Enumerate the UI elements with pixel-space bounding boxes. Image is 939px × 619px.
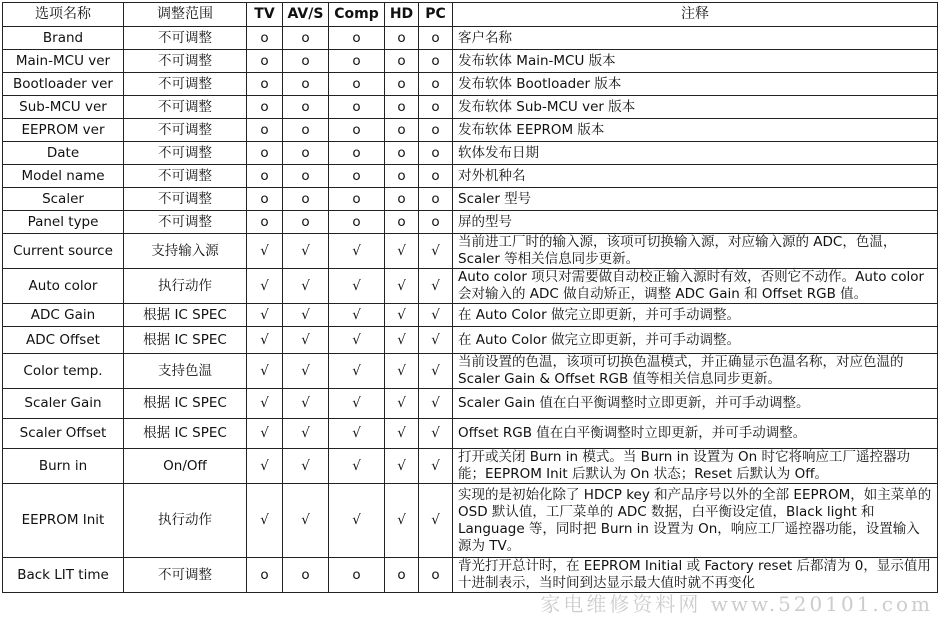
cell-comp: o <box>329 96 385 119</box>
cell-avs: √ <box>283 419 329 449</box>
cell-comp: √ <box>329 269 385 304</box>
cell-pc: o <box>419 73 453 96</box>
cell-pc: √ <box>419 354 453 389</box>
table-row <box>3 419 938 449</box>
cell-name: Panel type <box>3 211 124 234</box>
cell-name: Model name <box>3 165 124 188</box>
cell-note: 发布软体 Main-MCU 版本 <box>453 50 938 73</box>
header-avs: AV/S <box>283 3 329 27</box>
cell-hd: o <box>385 27 419 50</box>
cell-comp: o <box>329 119 385 142</box>
cell-range: 不可调整 <box>124 558 247 593</box>
cell-avs: o <box>283 142 329 165</box>
cell-note: 软体发布日期 <box>453 142 938 165</box>
cell-comp: o <box>329 73 385 96</box>
cell-comp: √ <box>329 304 385 327</box>
cell-hd: o <box>385 165 419 188</box>
cell-name: EEPROM Init <box>3 484 124 558</box>
header-note: 注释 <box>453 3 938 27</box>
cell-comp: √ <box>329 327 385 354</box>
cell-pc: √ <box>419 389 453 419</box>
table-row <box>3 165 938 188</box>
cell-hd: o <box>385 50 419 73</box>
cell-avs: √ <box>283 484 329 558</box>
cell-pc: o <box>419 50 453 73</box>
watermark: 家电维修资料网 www.520101.com <box>540 592 933 616</box>
cell-range: 根据 IC SPEC <box>124 304 247 327</box>
cell-range: 不可调整 <box>124 50 247 73</box>
cell-tv: √ <box>247 304 283 327</box>
cell-name: Back LIT time <box>3 558 124 593</box>
cell-pc: o <box>419 211 453 234</box>
table-row <box>3 73 938 96</box>
cell-tv: √ <box>247 419 283 449</box>
table-row <box>3 27 938 50</box>
cell-pc: o <box>419 119 453 142</box>
cell-hd: √ <box>385 419 419 449</box>
header-tv: TV <box>247 3 283 27</box>
cell-hd: √ <box>385 304 419 327</box>
cell-range: 支持输入源 <box>124 234 247 269</box>
cell-avs: o <box>283 119 329 142</box>
cell-pc: o <box>419 142 453 165</box>
cell-comp: √ <box>329 389 385 419</box>
cell-pc: o <box>419 27 453 50</box>
cell-hd: o <box>385 73 419 96</box>
cell-tv: o <box>247 73 283 96</box>
cell-note: 打开或关闭 Burn in 模式。当 Burn in 设置为 On 时它将响应工厂遥控器功能；EEPROM Init 后默认为 On 状态；Reset 后默认为 Off。 <box>453 449 938 484</box>
header-comp: Comp <box>329 3 385 27</box>
cell-range: 不可调整 <box>124 73 247 96</box>
cell-pc: o <box>419 188 453 211</box>
cell-hd: o <box>385 211 419 234</box>
cell-note: Scaler 型号 <box>453 188 938 211</box>
cell-note: Scaler Gain 值在白平衡调整时立即更新，并可手动调整。 <box>453 389 938 419</box>
factory-menu-table <box>2 2 938 593</box>
cell-name: ADC Offset <box>3 327 124 354</box>
cell-name: Main-MCU ver <box>3 50 124 73</box>
cell-tv: √ <box>247 449 283 484</box>
cell-pc: o <box>419 165 453 188</box>
cell-range: 不可调整 <box>124 96 247 119</box>
cell-tv: o <box>247 142 283 165</box>
cell-pc: √ <box>419 449 453 484</box>
cell-comp: √ <box>329 484 385 558</box>
cell-note: 当前进工厂时的输入源，该项可切换输入源，对应输入源的 ADC，色温，Scaler 等相关信息同步更新。 <box>453 234 938 269</box>
cell-comp: √ <box>329 354 385 389</box>
cell-hd: √ <box>385 449 419 484</box>
cell-pc: √ <box>419 419 453 449</box>
cell-avs: √ <box>283 234 329 269</box>
cell-tv: √ <box>247 354 283 389</box>
cell-range: 不可调整 <box>124 27 247 50</box>
cell-avs: o <box>283 27 329 50</box>
cell-name: Color temp. <box>3 354 124 389</box>
cell-hd: √ <box>385 484 419 558</box>
cell-note: 在 Auto Color 做完立即更新，并可手动调整。 <box>453 304 938 327</box>
cell-hd: o <box>385 119 419 142</box>
cell-tv: √ <box>247 234 283 269</box>
header-range: 调整范围 <box>124 3 247 27</box>
cell-comp: √ <box>329 419 385 449</box>
cell-avs: √ <box>283 449 329 484</box>
cell-range: 不可调整 <box>124 211 247 234</box>
cell-name: EEPROM ver <box>3 119 124 142</box>
cell-note: 客户名称 <box>453 27 938 50</box>
cell-pc: √ <box>419 484 453 558</box>
cell-tv: o <box>247 211 283 234</box>
cell-hd: o <box>385 142 419 165</box>
cell-hd: √ <box>385 234 419 269</box>
table-row <box>3 389 938 419</box>
cell-comp: o <box>329 50 385 73</box>
cell-pc: o <box>419 96 453 119</box>
header-hd: HD <box>385 3 419 27</box>
cell-avs: o <box>283 188 329 211</box>
cell-note: 发布软体 Bootloader 版本 <box>453 73 938 96</box>
table-row <box>3 327 938 354</box>
table-row <box>3 484 938 558</box>
cell-avs: √ <box>283 327 329 354</box>
table-row <box>3 304 938 327</box>
table-row <box>3 96 938 119</box>
cell-note: 屏的型号 <box>453 211 938 234</box>
header-name: 选项名称 <box>3 3 124 27</box>
table-row <box>3 119 938 142</box>
cell-name: Bootloader ver <box>3 73 124 96</box>
cell-tv: √ <box>247 389 283 419</box>
cell-range: 不可调整 <box>124 119 247 142</box>
table-row <box>3 354 938 389</box>
cell-comp: o <box>329 188 385 211</box>
cell-note: 实现的是初始化除了 HDCP key 和产品序号以外的全部 EEPROM，如主菜单的 OSD 默认值，工厂菜单的 ADC 数据，白平衡设定值，Black light 和 Language 等，同时把 Burn in 设置为 On，响应工厂遥控器功能，设置输入源为 TV。 <box>453 484 938 558</box>
table-row <box>3 449 938 484</box>
cell-tv: o <box>247 119 283 142</box>
cell-range: 执行动作 <box>124 484 247 558</box>
cell-comp: o <box>329 27 385 50</box>
cell-name: Scaler <box>3 188 124 211</box>
cell-hd: √ <box>385 354 419 389</box>
cell-range: 执行动作 <box>124 269 247 304</box>
cell-hd: o <box>385 188 419 211</box>
cell-note: 当前设置的色温，该项可切换色温模式，并正确显示色温名称，对应色温的 Scaler Gain & Offset RGB 值等相关信息同步更新。 <box>453 354 938 389</box>
cell-avs: o <box>283 50 329 73</box>
cell-pc: √ <box>419 269 453 304</box>
cell-name: Date <box>3 142 124 165</box>
cell-name: ADC Gain <box>3 304 124 327</box>
cell-range: 根据 IC SPEC <box>124 419 247 449</box>
cell-note: Offset RGB 值在白平衡调整时立即更新，并可手动调整。 <box>453 419 938 449</box>
cell-note: 发布软体 Sub-MCU ver 版本 <box>453 96 938 119</box>
table-row <box>3 211 938 234</box>
cell-avs: o <box>283 558 329 593</box>
cell-tv: √ <box>247 484 283 558</box>
cell-tv: o <box>247 50 283 73</box>
cell-tv: o <box>247 558 283 593</box>
cell-avs: o <box>283 165 329 188</box>
cell-comp: √ <box>329 449 385 484</box>
cell-note: 发布软体 EEPROM 版本 <box>453 119 938 142</box>
cell-pc: o <box>419 558 453 593</box>
cell-comp: o <box>329 165 385 188</box>
cell-tv: o <box>247 96 283 119</box>
cell-name: Auto color <box>3 269 124 304</box>
cell-comp: √ <box>329 234 385 269</box>
cell-note: 对外机种名 <box>453 165 938 188</box>
cell-tv: √ <box>247 269 283 304</box>
cell-name: Scaler Offset <box>3 419 124 449</box>
cell-range: On/Off <box>124 449 247 484</box>
cell-range: 支持色温 <box>124 354 247 389</box>
cell-avs: √ <box>283 389 329 419</box>
cell-pc: √ <box>419 234 453 269</box>
cell-avs: √ <box>283 304 329 327</box>
cell-hd: √ <box>385 269 419 304</box>
cell-range: 不可调整 <box>124 188 247 211</box>
cell-tv: o <box>247 27 283 50</box>
table-row <box>3 50 938 73</box>
cell-name: Brand <box>3 27 124 50</box>
cell-note: 背光打开总计时，在 EEPROM Initial 或 Factory reset 后都清为 0，显示值用十进制表示，当时间到达显示最大值时就不再变化 <box>453 558 938 593</box>
table-row <box>3 269 938 304</box>
cell-tv: o <box>247 165 283 188</box>
cell-avs: √ <box>283 354 329 389</box>
cell-range: 根据 IC SPEC <box>124 327 247 354</box>
cell-name: Burn in <box>3 449 124 484</box>
cell-hd: o <box>385 96 419 119</box>
cell-pc: √ <box>419 327 453 354</box>
cell-comp: o <box>329 142 385 165</box>
cell-pc: √ <box>419 304 453 327</box>
table-row <box>3 142 938 165</box>
cell-range: 不可调整 <box>124 165 247 188</box>
cell-name: Scaler Gain <box>3 389 124 419</box>
cell-range: 根据 IC SPEC <box>124 389 247 419</box>
cell-avs: o <box>283 73 329 96</box>
cell-tv: √ <box>247 327 283 354</box>
cell-name: Sub-MCU ver <box>3 96 124 119</box>
cell-comp: o <box>329 558 385 593</box>
cell-note: 在 Auto Color 做完立即更新，并可手动调整。 <box>453 327 938 354</box>
table-row <box>3 234 938 269</box>
table-header-row <box>3 3 938 27</box>
cell-tv: o <box>247 188 283 211</box>
table-row <box>3 188 938 211</box>
cell-hd: √ <box>385 327 419 354</box>
cell-hd: o <box>385 558 419 593</box>
cell-avs: o <box>283 96 329 119</box>
cell-hd: √ <box>385 389 419 419</box>
cell-avs: √ <box>283 269 329 304</box>
cell-range: 不可调整 <box>124 142 247 165</box>
cell-name: Current source <box>3 234 124 269</box>
header-pc: PC <box>419 3 453 27</box>
cell-avs: o <box>283 211 329 234</box>
cell-note: Auto color 项只对需要做自动校正输入源时有效，否则它不动作。Auto color 会对输入的 ADC 做自动矫正，调整 ADC Gain 和 Offset RGB 值。 <box>453 269 938 304</box>
cell-comp: o <box>329 211 385 234</box>
